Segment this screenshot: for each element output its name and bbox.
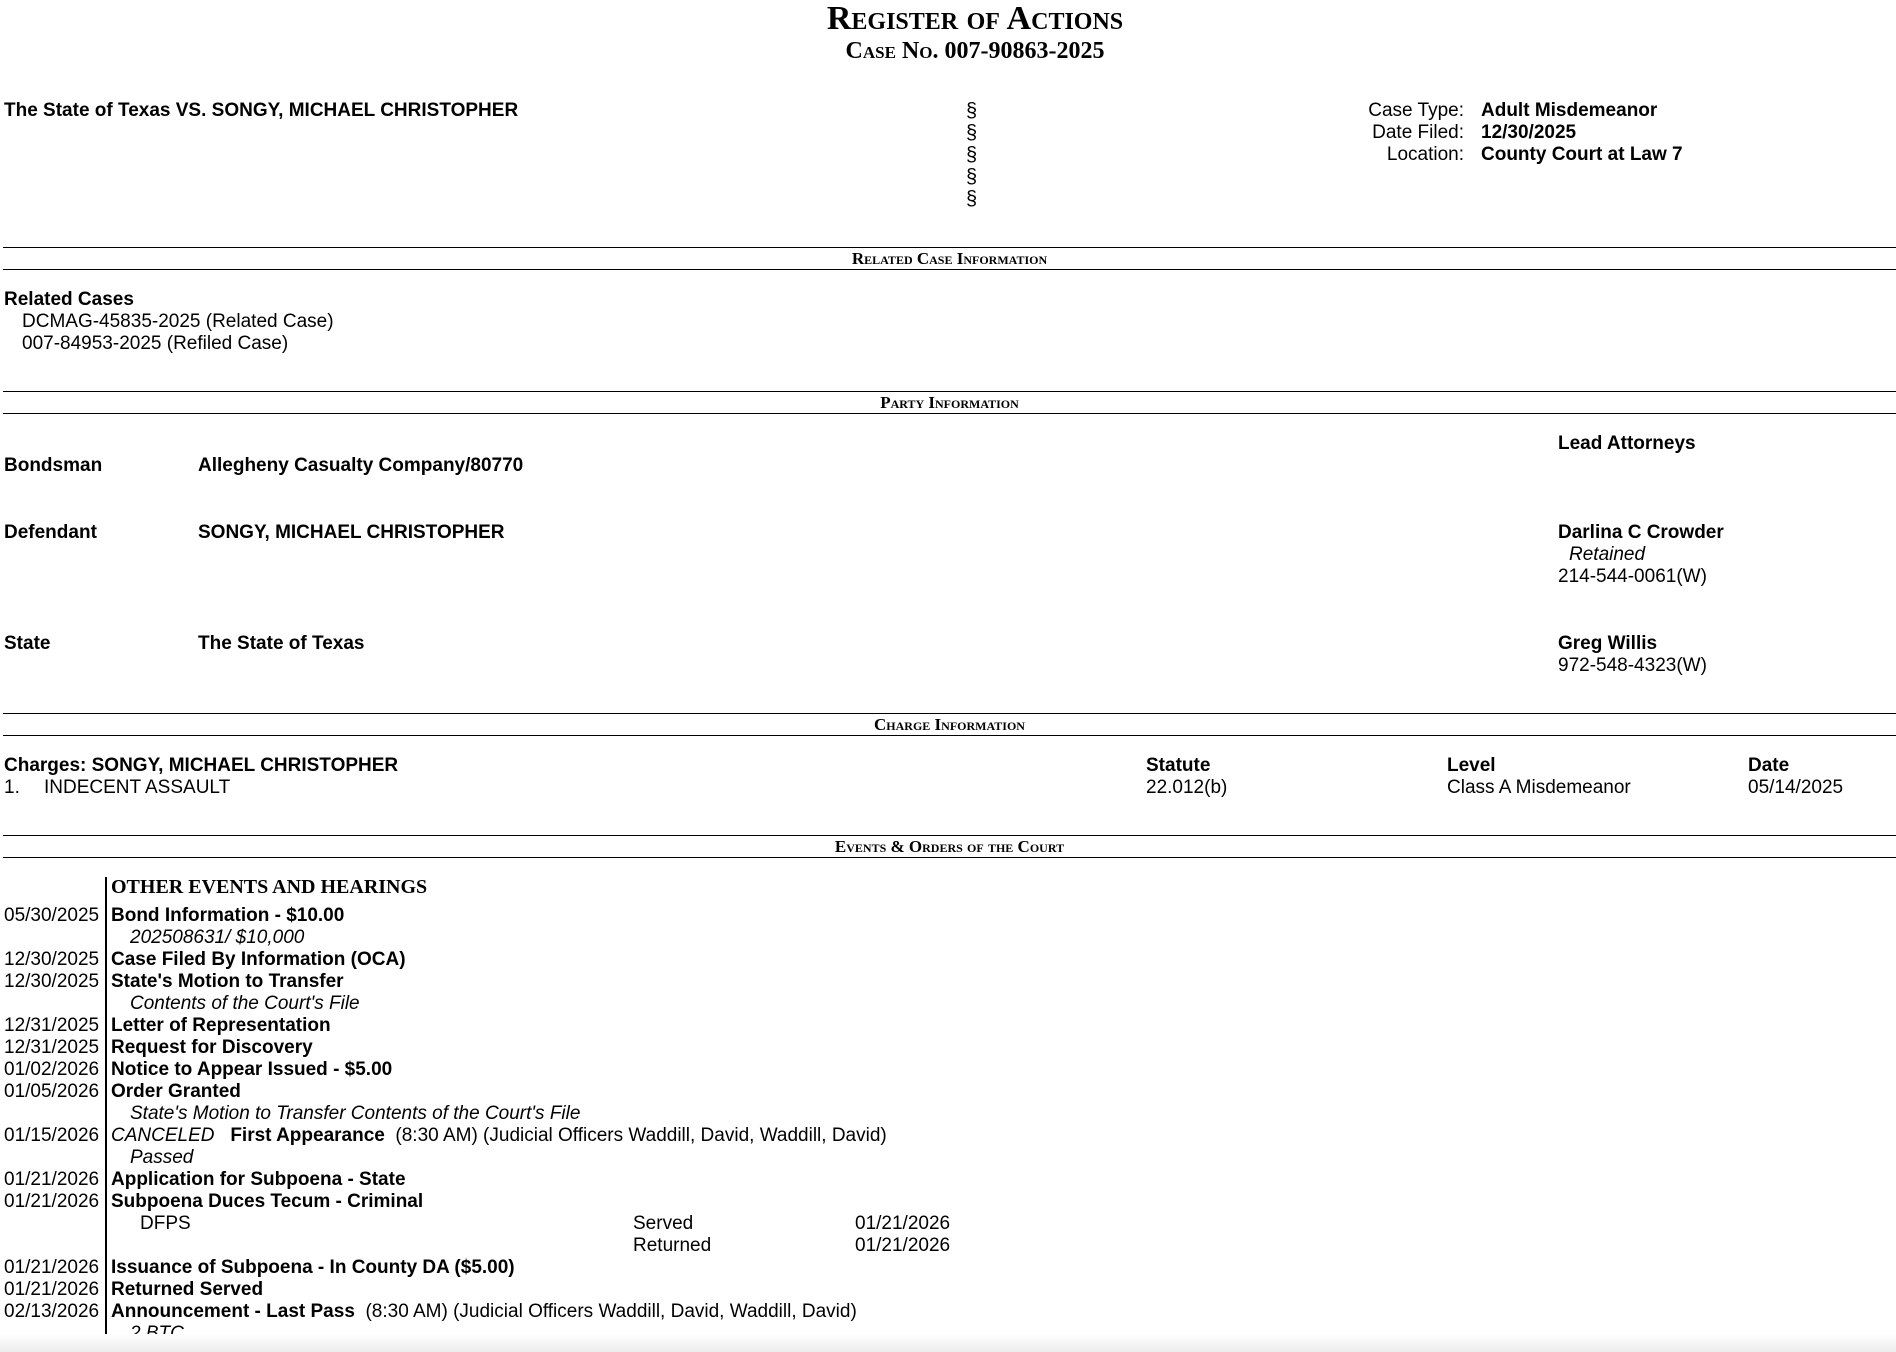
served-date: 01/21/2026 xyxy=(855,1213,951,1234)
statute-header: Statute xyxy=(1146,755,1211,776)
event-status-canceled: CANCELED xyxy=(111,1125,215,1146)
event-detail: (8:30 AM) (Judicial Officers Waddill, David, Waddill, David) xyxy=(365,1301,857,1322)
case-type-value: Adult Misdemeanor xyxy=(1481,100,1658,121)
event-date: 01/21/2026 xyxy=(4,1257,100,1278)
event-date: 12/30/2025 xyxy=(4,949,100,970)
section-title: Related Case Information xyxy=(851,249,1048,268)
event-date: 01/05/2026 xyxy=(4,1081,100,1102)
event-date: 01/21/2026 xyxy=(4,1169,100,1190)
charge-number: 1. xyxy=(4,777,20,798)
section-title: Events & Orders of the Court xyxy=(834,837,1065,856)
section-marks xyxy=(966,100,977,210)
related-case-item[interactable]: DCMAG-45835-2025 (Related Case) xyxy=(22,311,334,332)
event-title[interactable]: Request for Discovery xyxy=(111,1037,313,1058)
party-name-defendant: SONGY, MICHAEL CHRISTOPHER xyxy=(198,522,505,543)
event-subtext: Contents of the Court's File xyxy=(130,993,360,1014)
event-date: 12/30/2025 xyxy=(4,971,100,992)
event-title[interactable]: State's Motion to Transfer xyxy=(111,971,344,992)
section-title: Party Information xyxy=(880,393,1019,412)
event-row-content xyxy=(111,1301,857,1323)
attorney-phone: 972-548-4323(W) xyxy=(1558,655,1707,676)
event-title[interactable]: Application for Subpoena - State xyxy=(111,1169,406,1190)
date-header: Date xyxy=(1748,755,1790,776)
party-role-bondsman: Bondsman xyxy=(4,455,103,476)
related-cases-title: Related Cases xyxy=(4,289,134,310)
event-date: 01/02/2026 xyxy=(4,1059,100,1080)
event-title[interactable]: Issuance of Subpoena - In County DA ($5.00) xyxy=(111,1257,515,1278)
event-title[interactable]: First Appearance xyxy=(230,1125,385,1146)
date-filed-value: 12/30/2025 xyxy=(1481,122,1577,143)
level-header: Level xyxy=(1447,755,1496,776)
date-filed-label: Date Filed: xyxy=(1372,122,1464,143)
case-type-label: Case Type: xyxy=(1368,100,1464,121)
location-value: County Court at Law 7 xyxy=(1481,144,1683,165)
event-row-content xyxy=(111,1125,887,1147)
returned-date: 01/21/2026 xyxy=(855,1235,951,1256)
section-header-charge xyxy=(3,713,1896,736)
attorney-status: Retained xyxy=(1569,544,1646,565)
event-date: 01/21/2026 xyxy=(4,1279,100,1300)
event-detail: (8:30 AM) (Judicial Officers Waddill, David, Waddill, David) xyxy=(395,1125,887,1146)
event-subtext: 202508631/ $10,000 xyxy=(130,927,305,948)
party-role-state: State xyxy=(4,633,51,654)
location-label: Location: xyxy=(1386,144,1464,165)
page-title: Register of Actions xyxy=(826,0,1124,37)
event-title[interactable]: Announcement - Last Pass xyxy=(111,1301,355,1322)
served-label: Served xyxy=(633,1213,694,1234)
charge-date: 05/14/2025 xyxy=(1748,777,1844,798)
charge-description: INDECENT ASSAULT xyxy=(44,777,231,798)
event-date: 05/30/2025 xyxy=(4,905,100,926)
section-mark: § xyxy=(966,188,978,210)
party-role-defendant: Defendant xyxy=(4,522,97,543)
party-name-state: The State of Texas xyxy=(198,633,365,654)
party-name-bondsman: Allegheny Casualty Company/80770 xyxy=(198,455,524,476)
related-case-item[interactable]: 007-84953-2025 (Refiled Case) xyxy=(22,333,289,354)
charges-title: Charges: SONGY, MICHAEL CHRISTOPHER xyxy=(4,755,399,776)
lead-attorneys-label: Lead Attorneys xyxy=(1558,433,1696,454)
page-bottom-fade xyxy=(0,1334,1896,1352)
section-header-party xyxy=(3,391,1896,414)
charge-level: Class A Misdemeanor xyxy=(1447,777,1631,798)
event-title[interactable]: Order Granted xyxy=(111,1081,241,1102)
charge-statute: 22.012(b) xyxy=(1146,777,1228,798)
attorney-phone: 214-544-0061(W) xyxy=(1558,566,1707,587)
section-header-related-case xyxy=(3,247,1896,270)
events-title: OTHER EVENTS AND HEARINGS xyxy=(111,876,428,898)
section-title: Charge Information xyxy=(874,715,1025,734)
attorney-name: Greg Willis xyxy=(1558,633,1658,654)
event-title[interactable]: Letter of Representation xyxy=(111,1015,331,1036)
section-mark: § xyxy=(966,122,978,144)
section-header-events xyxy=(3,835,1896,858)
case-style: The State of Texas VS. SONGY, MICHAEL CHRISTOPHER xyxy=(4,100,519,121)
event-title[interactable]: Bond Information - $10.00 xyxy=(111,905,345,926)
case-number: Case No. 007-90863-2025 xyxy=(845,38,1105,64)
events-divider xyxy=(105,877,107,1345)
event-title[interactable]: Returned Served xyxy=(111,1279,264,1300)
event-date: 12/31/2025 xyxy=(4,1037,100,1058)
event-date: 02/13/2026 xyxy=(4,1301,100,1322)
section-mark: § xyxy=(966,144,978,166)
section-mark: § xyxy=(966,166,978,188)
event-title[interactable]: Subpoena Duces Tecum - Criminal xyxy=(111,1191,424,1212)
event-subtext: Passed xyxy=(130,1147,194,1168)
event-date: 01/15/2026 xyxy=(4,1125,100,1146)
attorney-name: Darlina C Crowder xyxy=(1558,522,1724,543)
returned-label: Returned xyxy=(633,1235,712,1256)
event-date: 01/21/2026 xyxy=(4,1191,100,1212)
event-subtext: State's Motion to Transfer Contents of the Court's File xyxy=(130,1103,581,1124)
section-mark: § xyxy=(966,100,978,122)
event-date: 12/31/2025 xyxy=(4,1015,100,1036)
event-title[interactable]: Case Filed By Information (OCA) xyxy=(111,949,406,970)
event-title[interactable]: Notice to Appear Issued - $5.00 xyxy=(111,1059,393,1080)
subpoena-party: DFPS xyxy=(140,1213,191,1234)
